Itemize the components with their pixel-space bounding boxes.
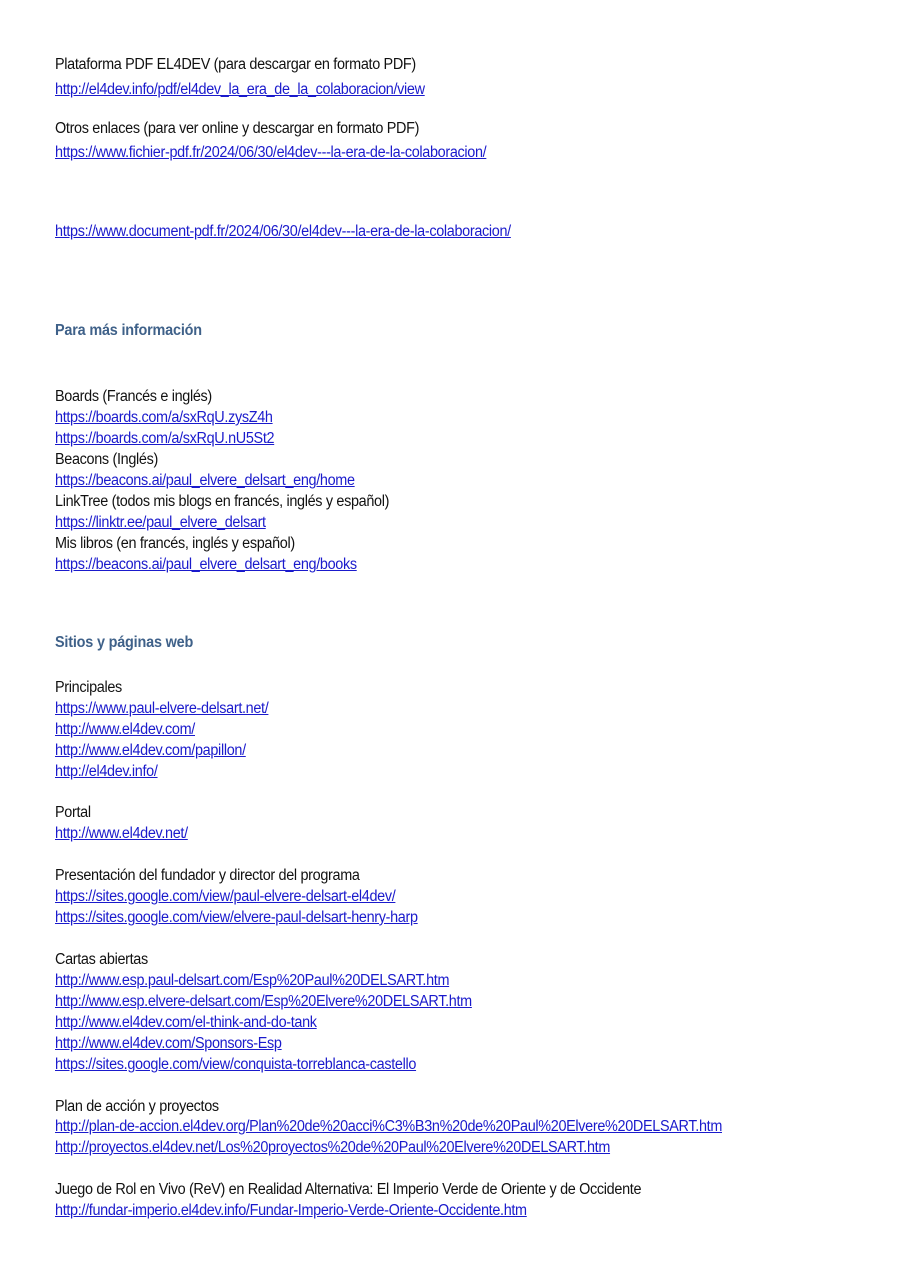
boards-link-1[interactable]: https://boards.com/a/sxRqU.zysZ4h xyxy=(55,409,273,426)
larp-label: Juego de Rol en Vivo (ReV) en Realidad Alternativa: El Imperio Verde de Oriente y de Occidente xyxy=(55,1181,642,1198)
pdf-platform-link[interactable]: http://el4dev.info/pdf/el4dev_la_era_de_la_colaboracion/view xyxy=(55,81,425,98)
action-plan-label: Plan de acción y proyectos xyxy=(55,1098,219,1115)
open-letters-link-4[interactable]: http://www.el4dev.com/Sponsors-Esp xyxy=(55,1035,282,1052)
linktree-label: LinkTree (todos mis blogs en francés, inglés y español) xyxy=(55,493,390,510)
boards-link-2[interactable]: https://boards.com/a/sxRqU.nU5St2 xyxy=(55,430,275,447)
linktree-link[interactable]: https://linktr.ee/paul_elvere_delsart xyxy=(55,514,266,531)
founder-label: Presentación del fundador y director del programa xyxy=(55,867,360,884)
more-info-heading: Para más información xyxy=(55,322,202,339)
beacons-home-link[interactable]: https://beacons.ai/paul_elvere_delsart_eng/home xyxy=(55,472,355,489)
beacons-label: Beacons (Inglés) xyxy=(55,451,158,468)
open-letters-link-1[interactable]: http://www.esp.paul-delsart.com/Esp%20Paul%20DELSART.htm xyxy=(55,972,450,989)
books-label: Mis libros (en francés, inglés y español) xyxy=(55,535,295,552)
open-letters-label: Cartas abiertas xyxy=(55,951,148,968)
document-pdf-link[interactable]: https://www.document-pdf.fr/2024/06/30/el4dev---la-era-de-la-colaboracion/ xyxy=(55,223,511,240)
open-letters-link-5[interactable]: https://sites.google.com/view/conquista-torreblanca-castello xyxy=(55,1056,417,1073)
portal-link[interactable]: http://www.el4dev.net/ xyxy=(55,825,188,842)
principales-link-2[interactable]: http://www.el4dev.com/ xyxy=(55,721,195,738)
principales-label: Principales xyxy=(55,679,122,696)
principales-link-3[interactable]: http://www.el4dev.com/papillon/ xyxy=(55,742,246,759)
founder-link-2[interactable]: https://sites.google.com/view/elvere-paul-delsart-henry-harp xyxy=(55,909,418,926)
portal-label: Portal xyxy=(55,804,91,821)
principales-link-4[interactable]: http://el4dev.info/ xyxy=(55,763,158,780)
projects-link[interactable]: http://proyectos.el4dev.net/Los%20proyectos%20de%20Paul%20Elvere%20DELSART.htm xyxy=(55,1139,611,1156)
principales-link-1[interactable]: https://www.paul-elvere-delsart.net/ xyxy=(55,700,269,717)
larp-link[interactable]: http://fundar-imperio.el4dev.info/Fundar-Imperio-Verde-Oriente-Occidente.htm xyxy=(55,1202,527,1219)
other-links-label: Otros enlaces (para ver online y descargar en formato PDF) xyxy=(55,120,420,137)
founder-link-1[interactable]: https://sites.google.com/view/paul-elvere-delsart-el4dev/ xyxy=(55,888,396,905)
open-letters-link-3[interactable]: http://www.el4dev.com/el-think-and-do-tank xyxy=(55,1014,317,1031)
books-link[interactable]: https://beacons.ai/paul_elvere_delsart_eng/books xyxy=(55,556,357,573)
action-plan-link[interactable]: http://plan-de-accion.el4dev.org/Plan%20de%20acci%C3%B3n%20de%20Paul%20Elvere%20DELSART.htm xyxy=(55,1118,722,1135)
pdf-platform-label: Plataforma PDF EL4DEV (para descargar en formato PDF) xyxy=(55,56,416,73)
fichier-pdf-link[interactable]: https://www.fichier-pdf.fr/2024/06/30/el4dev---la-era-de-la-colaboracion/ xyxy=(55,144,487,161)
open-letters-link-2[interactable]: http://www.esp.elvere-delsart.com/Esp%20Elvere%20DELSART.htm xyxy=(55,993,472,1010)
websites-heading: Sitios y páginas web xyxy=(55,634,194,651)
boards-label: Boards (Francés e inglés) xyxy=(55,388,212,405)
